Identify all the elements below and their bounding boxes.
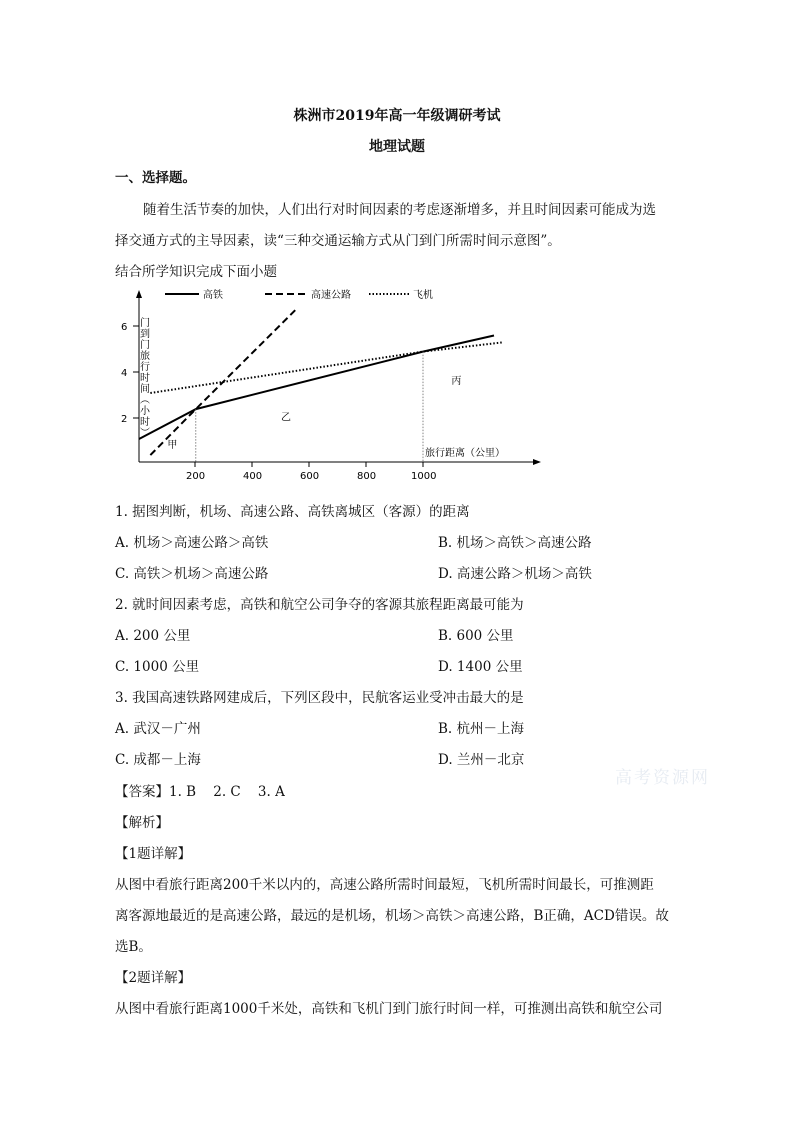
question-3-stem: 3. 我国高速铁路网建成后，下列区段中，民航客运业受冲击最大的是 [115,690,524,706]
question-2-option-b[interactable]: B. 600 公里 [438,628,514,644]
y-tick-group [121,322,139,425]
intro-text-line-3: 结合所学知识完成下面小题 [115,264,277,280]
y-axis-label: 门到门旅行时间（小时） [137,317,149,438]
answer-text: 1. B 2. C 3. A [169,784,285,800]
y-axis-arrow [136,290,142,298]
question-2-option-a[interactable]: A. 200 公里 [115,628,191,644]
y-tick-label-6: 6 [121,322,128,333]
question-3-option-b[interactable]: B. 杭州－上海 [438,721,525,737]
x-axis-arrow [533,459,541,465]
region-label-0: 甲 [167,440,178,452]
question-3-option-d[interactable]: D. 兰州－北京 [438,752,525,768]
question-1-stem: 1. 据图判断，机场、高速公路、高铁离城区（客源）的距离 [115,504,470,520]
x-tick-label-1000: 1000 [411,471,437,482]
question-2-stem: 2. 就时间因素考虑，高铁和航空公司争夺的客源其旅程距离最可能为 [115,597,524,613]
x-tick-group [186,462,436,482]
region-label-2: 丙 [451,375,462,387]
legend [165,288,433,301]
x-tick-label-800: 800 [357,471,377,482]
question-2-option-c[interactable]: C. 1000 公里 [115,659,200,675]
transport-time-chart [115,282,555,482]
analysis-q1-line-2: 离客源地最近的是高速公路，最远的是机场，机场＞高铁＞高速公路，B正确，ACD错误。故 [115,908,669,924]
question-3-option-c[interactable]: C. 成都－上海 [115,752,201,768]
chart-regions-group [167,375,461,451]
chart-guides-group [196,352,423,462]
x-tick-label-400: 400 [243,471,263,482]
question-1-option-a[interactable]: A. 机场＞高速公路＞高铁 [115,535,269,551]
region-label-1: 乙 [281,412,291,424]
answer-label: 【答案】 [115,784,169,800]
section-heading: 一、选择题。 [115,170,196,186]
analysis-q1-line-3: 选B。 [115,939,152,955]
x-axis-label: 旅行距离（公里） [425,448,505,459]
chart-series-group [139,310,503,455]
legend-label-gaosu: 高速公路 [311,290,351,301]
legend-label-feiji: 飞机 [413,290,433,301]
question-2-option-d[interactable]: D. 1400 公里 [438,659,523,675]
series-line-1 [150,310,295,455]
question-3-option-a[interactable]: A. 武汉－广州 [115,721,201,737]
analysis-q2-label: 【2题详解】 [115,970,192,986]
legend-label-gaotie: 高铁 [203,290,223,301]
analysis-q2-line-1: 从图中看旅行距离1000千米处，高铁和飞机门到门旅行时间一样，可推测出高铁和航空公司 [115,1001,663,1017]
y-tick-label-4: 4 [121,368,128,379]
question-1-option-d[interactable]: D. 高速公路＞机场＞高铁 [438,566,592,582]
exam-title: 株洲市2019年高一年级调研考试 [293,108,501,124]
intro-text-line-2: 择交通方式的主导因素，读“三种交通运输方式从门到门所需时间示意图”。 [115,233,561,249]
x-tick-label-200: 200 [186,471,206,482]
intro-text-line-1: 随着生活节奏的加快，人们出行对时间因素的考虑逐渐增多，并且时间因素可能成为选 [143,202,656,218]
series-line-2 [150,342,502,393]
question-1-option-c[interactable]: C. 高铁＞机场＞高速公路 [115,566,269,582]
question-1-option-b[interactable]: B. 机场＞高铁＞高速公路 [438,535,592,551]
analysis-q1-label: 【1题详解】 [115,846,192,862]
watermark: 高考资源网 [615,768,710,788]
x-tick-label-600: 600 [300,471,320,482]
answer-row [115,780,285,800]
analysis-q1-line-1: 从图中看旅行距离200千米以内的，高速公路所需时间最短，飞机所需时间最长，可推测距 [115,877,654,893]
analysis-label: 【解析】 [115,815,169,831]
exam-subtitle: 地理试题 [369,139,425,155]
y-tick-label-2: 2 [121,414,128,425]
